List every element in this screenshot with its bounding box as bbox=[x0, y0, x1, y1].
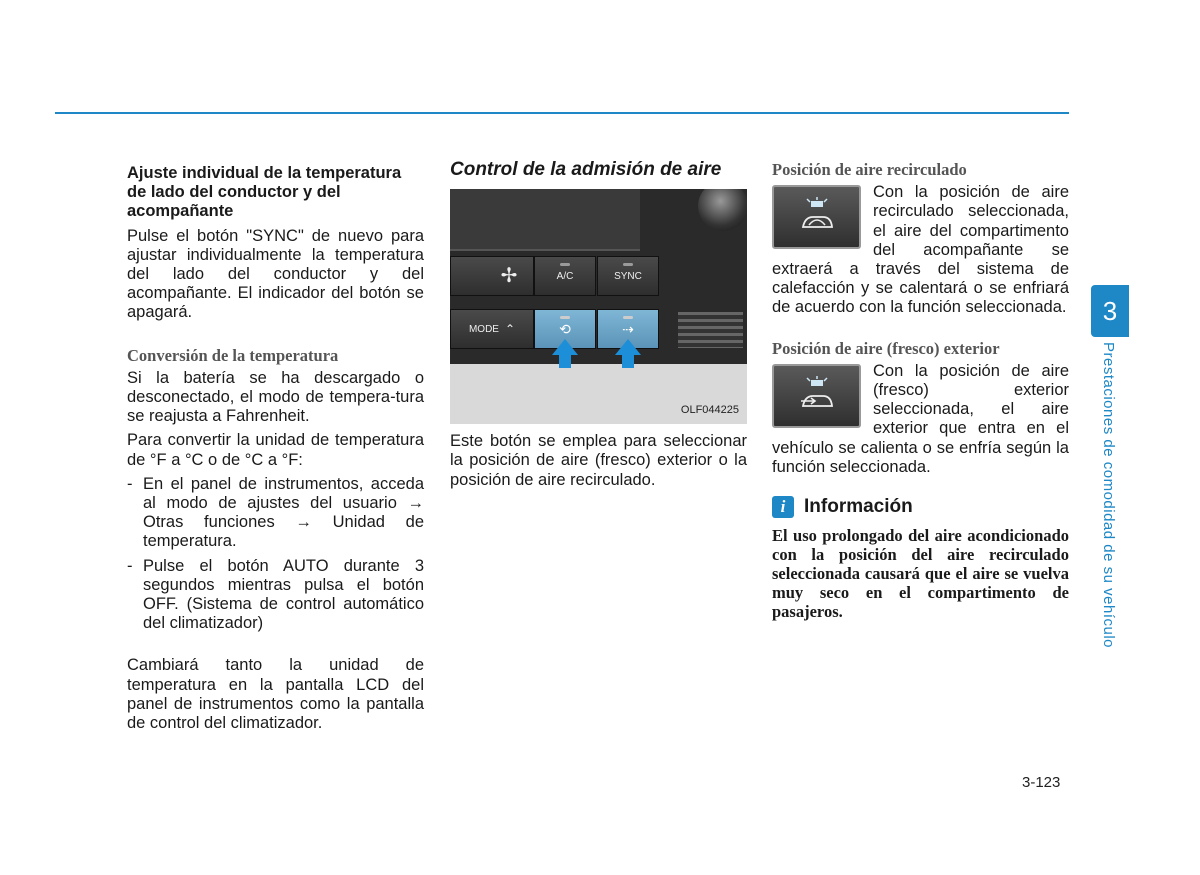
mode-label: MODE bbox=[468, 323, 499, 335]
fresh-air-block bbox=[772, 362, 1069, 482]
heading-temp-conversion: Conversión de la temperatura bbox=[127, 345, 339, 365]
para-sync: Pulse el botón "SYNC" de nuevo para ajustar individualmente la temperatura del lado del conductor y del acompañante. El indicador del botón se apagará. bbox=[127, 226, 424, 322]
header-rule bbox=[55, 112, 1069, 114]
info-header bbox=[772, 496, 1069, 518]
para-change-units: Cambiará tanto la unidad de temperatura en la pantalla LCD del panel de instrumentos como la pantalla de control del climatizador. bbox=[127, 656, 424, 733]
para-convert: Para convertir la unidad de temperatura de °F a °C o de °C a °F: bbox=[127, 431, 424, 469]
para-fresh-air: Con la posición de aire (fresco) exterior seleccionada, el aire exterior que entra en el vehículo se calienta o se enfría según la función seleccionada. bbox=[772, 361, 1069, 476]
page-number: 3-123 bbox=[1022, 774, 1061, 791]
column-middle bbox=[450, 160, 747, 495]
image-code: OLF044225 bbox=[680, 404, 739, 416]
info-body: El uso prolongado del aire acondicionado con la posición del aire recirculado seleccionada causará que el aire se vuelva muy seco en el compartimento de pasajeros. bbox=[772, 526, 1069, 622]
fresh-air-button-image bbox=[772, 364, 861, 428]
fresh-air-icon bbox=[799, 376, 835, 416]
list-item: - En el panel de instrumentos, acceda al modo de ajustes del usuario → Otras funciones → Unidad de temperatura. bbox=[127, 475, 424, 552]
arrow-stem bbox=[559, 354, 571, 368]
arrow-up-icon bbox=[615, 339, 641, 355]
ac-label: A/C bbox=[556, 270, 574, 282]
info-title: Información bbox=[804, 496, 913, 518]
column-left bbox=[127, 160, 424, 738]
chapter-section-title: Prestaciones de comodidad de su vehículo bbox=[1100, 342, 1117, 649]
chapter-tab: 3 bbox=[1091, 285, 1129, 337]
heading-individual-temp: Ajuste individual de la temperatura de lado del conductor y del acompañante bbox=[127, 164, 402, 221]
sync-button bbox=[597, 256, 659, 296]
fan-button bbox=[450, 256, 534, 296]
arrow-up-icon bbox=[552, 339, 578, 355]
recirculate-icon bbox=[799, 197, 835, 237]
list-item: - Pulse el botón AUTO durante 3 segundos mientras pulsa el botón OFF. (Sistema de control automático del climatizador) bbox=[127, 557, 424, 634]
heading-recirculated: Posición de aire recirculado bbox=[772, 160, 967, 179]
conversion-steps bbox=[127, 475, 424, 634]
para-battery: Si la batería se ha descargado o desconectado, el modo de tempera-tura se reajusta a Fahrenheit. bbox=[127, 368, 424, 426]
para-intake: Este botón se emplea para seleccionar la posición de aire (fresco) exterior o la posición de aire recirculado. bbox=[450, 432, 747, 489]
mode-button bbox=[450, 309, 534, 349]
ac-button bbox=[534, 256, 596, 296]
column-right bbox=[772, 160, 1069, 621]
recirculated-block bbox=[772, 183, 1069, 322]
vent-grill bbox=[678, 312, 743, 348]
sync-label: SYNC bbox=[614, 270, 642, 282]
info-icon: i bbox=[772, 496, 794, 518]
heading-air-intake: Control de la admisión de aire bbox=[450, 159, 722, 180]
chevron-up-icon: ⌃ bbox=[504, 321, 516, 336]
fan-icon: ✢ bbox=[500, 264, 518, 287]
fresh-air-icon: ⇢ bbox=[622, 320, 634, 337]
para-recirculated: Con la posición de aire recirculado seleccionada, el aire del compartimento del acompañante se extraerá a través del sistema de calefacción y se calentará o se enfriará de acuerdo con la función seleccionada. bbox=[772, 183, 1069, 317]
arrow-stem bbox=[622, 354, 634, 368]
recirculate-icon: ⟲ bbox=[559, 320, 571, 337]
display-screen bbox=[450, 189, 640, 251]
climate-panel-image bbox=[450, 189, 747, 424]
recirculate-button-image bbox=[772, 185, 861, 249]
heading-fresh-air: Posición de aire (fresco) exterior bbox=[772, 338, 1000, 358]
